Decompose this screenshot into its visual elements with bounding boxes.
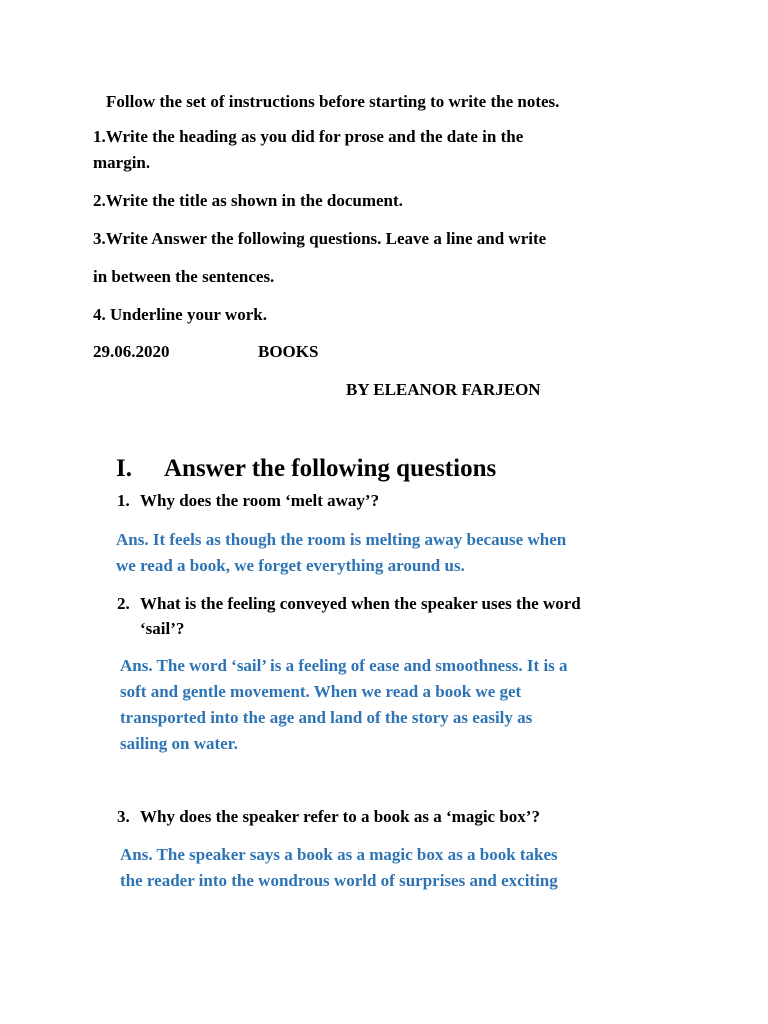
header-date: 29.06.2020 — [93, 342, 170, 361]
instruction-item-2: 2.Write the title as shown in the document. — [93, 191, 403, 210]
question-2-text-line-1: What is the feeling conveyed when the speaker uses the word — [140, 594, 581, 613]
header-author: BY ELEANOR FARJEON — [346, 380, 541, 399]
answer-1-line-1: Ans. It feels as though the room is melting away because when — [116, 530, 567, 549]
question-3-number: 3. — [117, 807, 130, 826]
question-1-number: 1. — [117, 491, 130, 510]
section-heading — [116, 453, 496, 485]
question-2-number: 2. — [117, 594, 130, 613]
instruction-item-3-line-1: 3.Write Answer the following questions. Leave a line and write — [93, 229, 547, 248]
question-1-text: Why does the room ‘melt away’? — [140, 491, 380, 510]
answer-2-line-3: transported into the age and land of the story as easily as — [120, 708, 533, 727]
section-number: I. — [116, 455, 132, 482]
question-3 — [117, 804, 677, 830]
answer-1-line-2: we read a book, we forget everything around us. — [116, 556, 465, 575]
answer-2 — [120, 653, 568, 757]
instruction-item-1 — [93, 124, 523, 176]
answer-1 — [116, 527, 566, 579]
answer-2-line-4: sailing on water. — [120, 734, 238, 753]
instruction-item-1-line-2: margin. — [93, 153, 151, 172]
question-2-text-line-2: ‘sail’? — [140, 619, 185, 638]
instruction-item-4: 4. Underline your work. — [93, 305, 267, 324]
answer-3 — [120, 842, 558, 894]
instruction-item-3-line-2: in between the sentences. — [93, 267, 275, 286]
question-1 — [117, 488, 677, 514]
header-title: BOOKS — [258, 342, 319, 361]
answer-2-line-1: Ans. The word ‘sail’ is a feeling of ease and smoothness. It is a — [120, 656, 568, 675]
section-title: Answer the following questions — [164, 455, 497, 482]
question-3-text: Why does the speaker refer to a book as a ‘magic box’? — [140, 807, 540, 826]
instructions-intro: Follow the set of instructions before starting to write the notes. — [106, 92, 560, 111]
answer-2-line-2: soft and gentle movement. When we read a book we get — [120, 682, 522, 701]
instruction-item-1-line-1: 1.Write the heading as you did for prose and the date in the — [93, 127, 524, 146]
answer-3-line-2: the reader into the wondrous world of surprises and exciting — [120, 871, 558, 890]
question-2 — [117, 591, 697, 643]
answer-3-line-1: Ans. The speaker says a book as a magic box as a book takes — [120, 845, 558, 864]
